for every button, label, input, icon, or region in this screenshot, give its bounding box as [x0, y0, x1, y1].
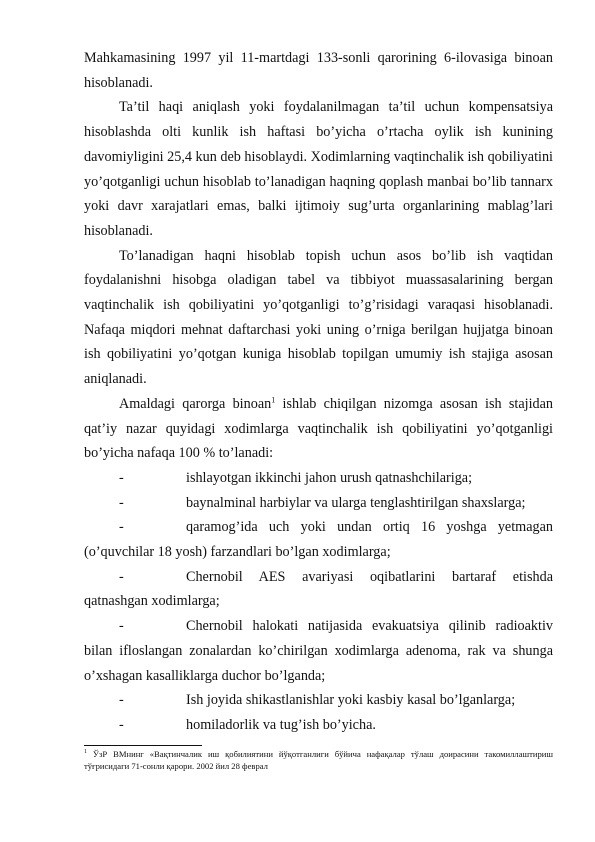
paragraph-2: Ta’til haqi aniqlash yoki foydalanilmagan ta’til uchun kompensatsiya hisoblashda olti kunlik ish haftasi bo’yicha o’rtacha oylik ish kunining davomiyligini 25,4 kun deb hisoblaydi. Xodimlarning vaqtinchalik ish qobiliyatini yo’qotganligi uchun hisoblab to’lanadigan haqning qoplash manbai bo’lib tannarx yoki davr xarajatlari emas, balki ijtimoiy sug’urta organlarining mablag’lari hisoblanadi.	[84, 99, 553, 239]
list-item-text: homiladorlik va tug’ish bo’yicha.	[186, 716, 376, 733]
paragraph-4	[84, 392, 553, 466]
list-item	[84, 466, 553, 491]
document-body	[84, 46, 553, 738]
dash-marker: -	[119, 716, 124, 733]
footnote-reference[interactable]: 1	[271, 395, 276, 405]
list-item	[84, 614, 553, 688]
footnote-mark: 1	[84, 749, 87, 756]
list-item-text: Chernobil halokati natijasida evakuatsiya qilinib radioaktiv bilan ifloslangan zonalardan ko’chirilgan xodimlarga adenoma, rak va shunga o’xshagan kasalliklarga duchor bo’lganda;	[84, 618, 553, 684]
dash-marker: -	[119, 568, 124, 585]
list-item	[84, 515, 553, 564]
dash-marker: -	[119, 494, 124, 511]
paragraph-3: To’lanadigan haqni hisoblab topish uchun asos bo’lib ish vaqtidan foydalanishni hisobga oladigan tabel va tibbiyot muassasalarining bergan vaqtinchalik ish qobiliyatini yo’qotganligi to’g’risidagi varaqasi hisoblanadi. Nafaqa miqdori mehnat daftarchasi yoki uning o’rniga berilgan hujjatga binoan ish qobiliyatini yo’qotgan kuniga hisoblab topilgan umumiy ish stajiga asosan aniqlanadi.	[84, 247, 553, 388]
paragraph-1: Mahkamasining 1997 yil 11-martdagi 133-sonli qarorining 6-ilovasiga binoan hisoblanadi.	[84, 50, 553, 91]
list-item	[84, 713, 553, 738]
dash-marker: -	[119, 519, 124, 536]
paragraph-4-text-start: Amaldagi qarorga binoan	[119, 395, 272, 412]
footnote-separator	[84, 745, 202, 746]
list-item-text: qaramog’ida uch yoki undan ortiq 16 yoshga yetmagan (o’quvchilar 18 yosh) farzandlari bo’lgan xodimlarga;	[84, 519, 553, 561]
footnote	[84, 748, 553, 772]
footnote-text: ЎзР ВМнинг «Вақтинчалик иш қобилиятини йўқотганлиги бўйича нафақалар тўлаш доирасини такомиллаштириш тўғрисидаги 71-сонли қарори. 2002 йил 28 феврал	[84, 749, 553, 771]
bullet-list	[84, 466, 553, 738]
list-item-text: Ish joyida shikastlanishlar yoki kasbiy kasal bo’lganlarga;	[186, 692, 516, 709]
dash-marker: -	[119, 692, 124, 709]
list-item	[84, 688, 553, 713]
dash-marker: -	[119, 469, 124, 486]
paragraph-4-text-end: ishlab chiqilgan nizomga asosan ish stajidan qat’iy nazar quyidagi xodimlarga vaqtinchalik ish qobiliyatini yo’qotganligi bo’yicha nafaqa 100 % to’lanadi:	[84, 395, 553, 462]
dash-marker: -	[119, 618, 124, 635]
list-item	[84, 565, 553, 614]
list-item-text: ishlayotgan ikkinchi jahon urush qatnashchilariga;	[186, 469, 473, 486]
list-item-text: baynalminal harbiylar va ularga tenglashtirilgan shaxslarga;	[186, 494, 526, 511]
list-item	[84, 491, 553, 516]
list-item-text: Chernobil AES avariyasi oqibatlarini bartaraf etishda qatnashgan xodimlarga;	[84, 568, 553, 610]
